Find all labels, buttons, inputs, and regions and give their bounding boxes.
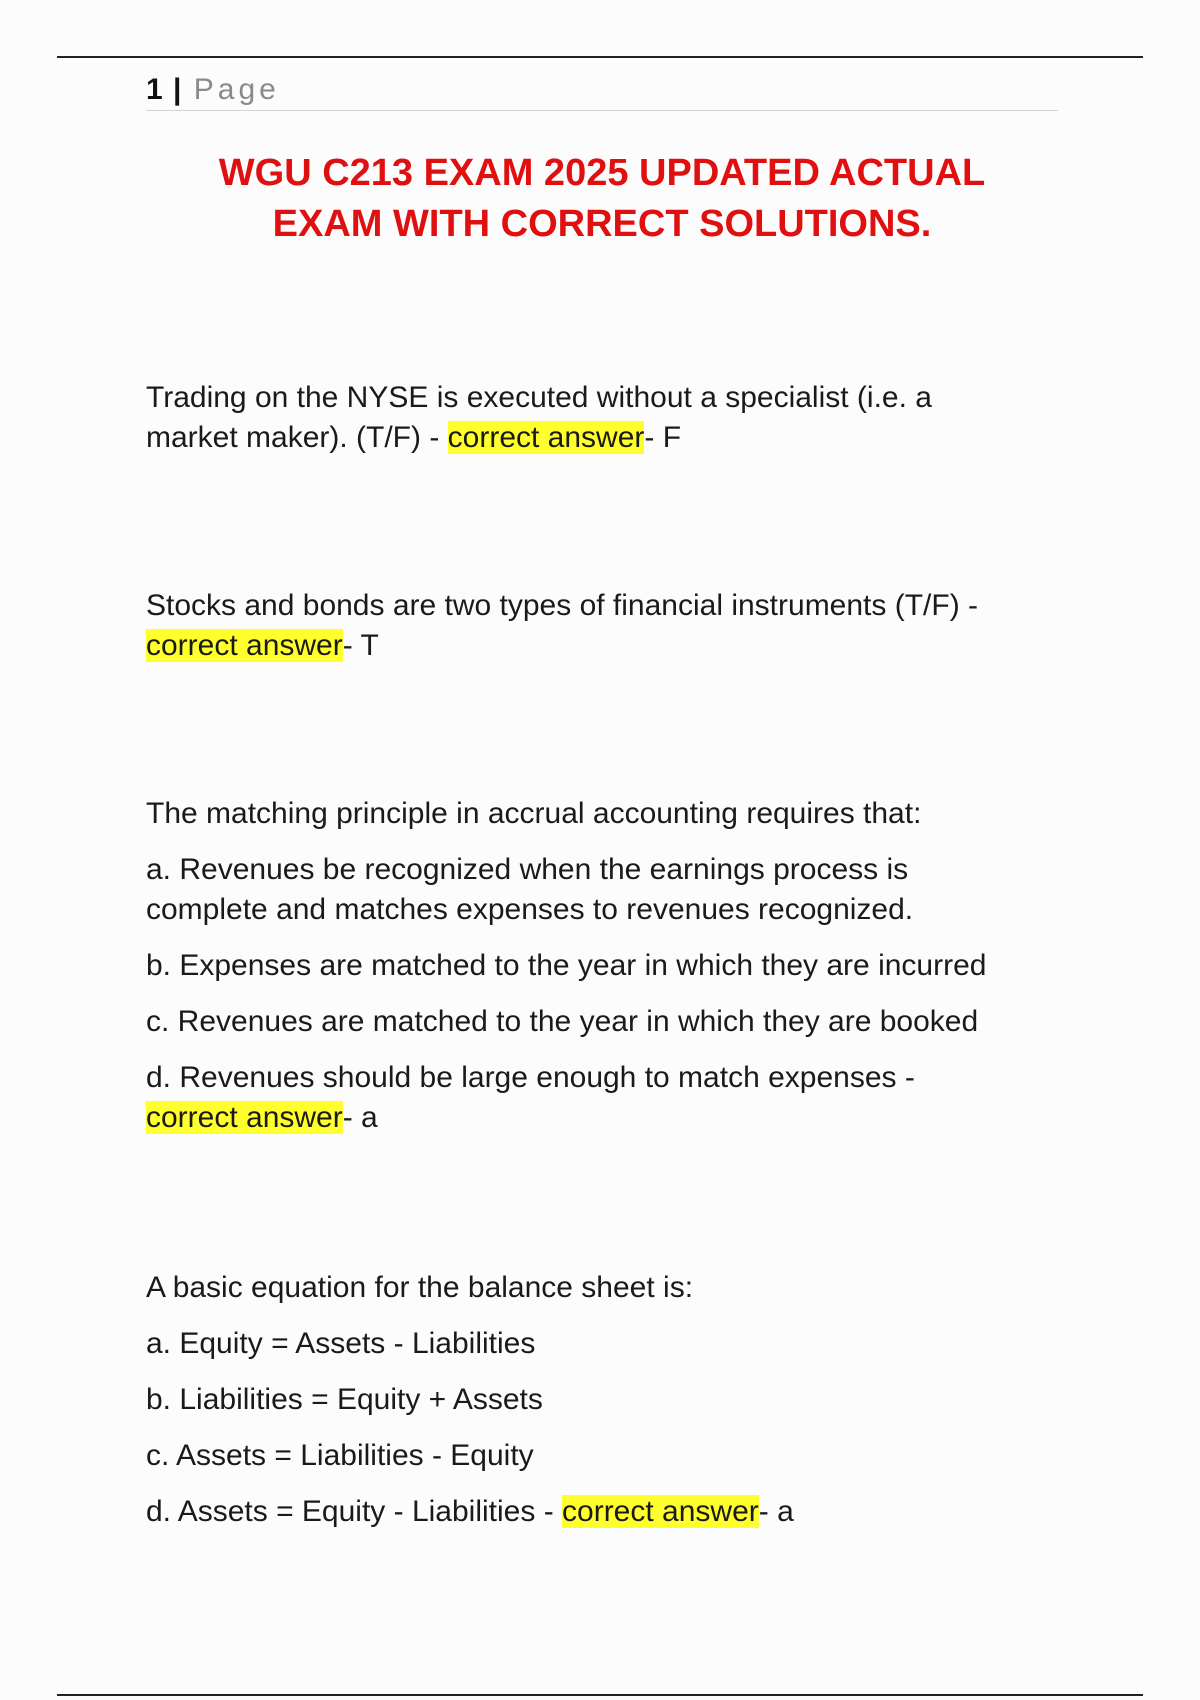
question-1 (146, 378, 1076, 458)
question-3-option-c: c. Revenues are matched to the year in which they are booked (146, 1005, 979, 1038)
answer-highlight: correct answer (146, 629, 343, 662)
option-a-line-1: a. Revenues be recognized when the earnings process is (146, 853, 909, 886)
question-3-option-a (146, 850, 1076, 930)
question-4 (146, 1268, 1076, 1532)
answer-value: - a (342, 1101, 378, 1134)
bottom-rule (57, 1694, 1143, 1696)
question-4-option-b: b. Liabilities = Equity + Assets (146, 1383, 543, 1416)
question-4-option-a: a. Equity = Assets - Liabilities (146, 1327, 536, 1360)
option-a-line-2: complete and matches expenses to revenues recognized. (146, 893, 914, 926)
question-4-option-d (146, 1492, 1076, 1532)
answer-highlight: correct answer (562, 1495, 759, 1528)
question-4-option-c: c. Assets = Liabilities - Equity (146, 1439, 534, 1472)
answer-highlight: correct answer (146, 1101, 343, 1134)
option-d-text: d. Assets = Equity - Liabilities - (146, 1495, 563, 1528)
question-3-option-d (146, 1058, 1076, 1138)
answer-value: - F (644, 421, 682, 454)
question-3-option-b: b. Expenses are matched to the year in which they are incurred (146, 949, 987, 982)
title-line-1: WGU C213 EXAM 2025 UPDATED ACTUAL (218, 152, 986, 194)
answer-highlight: correct answer (447, 421, 645, 454)
header-separator: | (173, 73, 182, 106)
question-4-stem: A basic equation for the balance sheet is: (146, 1271, 694, 1304)
question-2-text: Stocks and bonds are two types of financial instruments (T/F) - (146, 589, 979, 622)
document-title (146, 148, 1058, 250)
page-label: Page (193, 73, 280, 106)
question-2 (146, 586, 1076, 666)
option-d-text: d. Revenues should be large enough to match expenses - (146, 1061, 915, 1094)
title-line-2: EXAM WITH CORRECT SOLUTIONS. (272, 203, 932, 245)
question-3 (146, 794, 1076, 1138)
question-1-text: Trading on the NYSE is executed without a specialist (i.e. a (146, 381, 932, 414)
top-rule (57, 56, 1143, 58)
page-header (146, 70, 1058, 111)
page-number: 1 (146, 73, 163, 106)
question-3-stem: The matching principle in accrual accounting requires that: (146, 797, 922, 830)
question-1-text-cont: market maker). (T/F) - (146, 421, 448, 454)
answer-value: - a (758, 1495, 794, 1528)
answer-value: - T (342, 629, 379, 662)
